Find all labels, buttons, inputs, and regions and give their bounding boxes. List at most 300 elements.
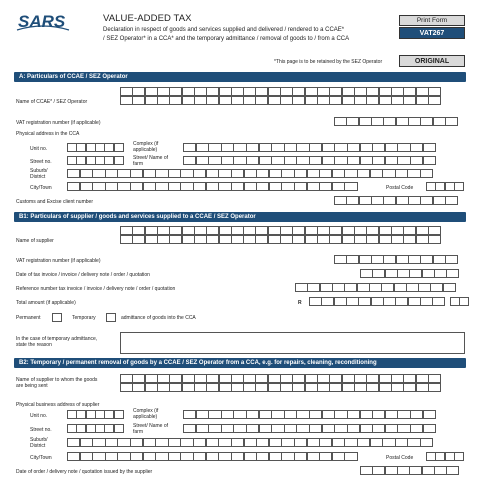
- char-cell[interactable]: [269, 182, 282, 191]
- char-cell[interactable]: [332, 452, 345, 461]
- char-cell[interactable]: [432, 297, 445, 306]
- char-cell[interactable]: [206, 374, 219, 383]
- char-cell[interactable]: [334, 255, 347, 264]
- char-cell[interactable]: [143, 452, 156, 461]
- char-cell[interactable]: [416, 235, 429, 244]
- char-cell[interactable]: [233, 156, 246, 165]
- char-cell[interactable]: [360, 410, 373, 419]
- char-cell[interactable]: [385, 269, 398, 278]
- invoice-date-cells[interactable]: [360, 269, 459, 278]
- invoice-ref-cells[interactable]: [295, 283, 455, 292]
- char-cell[interactable]: [182, 226, 195, 235]
- char-cell[interactable]: [407, 169, 420, 178]
- char-cell[interactable]: [309, 143, 322, 152]
- b2-suburb-cells[interactable]: [67, 438, 433, 447]
- char-cell[interactable]: [454, 182, 464, 191]
- char-cell[interactable]: [416, 96, 429, 105]
- char-cell[interactable]: [180, 182, 193, 191]
- permanent-checkbox[interactable]: [52, 313, 62, 322]
- char-cell[interactable]: [294, 452, 307, 461]
- char-cell[interactable]: [334, 117, 347, 126]
- char-cell[interactable]: [322, 424, 335, 433]
- char-cell[interactable]: [309, 156, 322, 165]
- char-cell[interactable]: [143, 182, 156, 191]
- supplier-vat-cells[interactable]: [334, 255, 457, 264]
- b2-order-date-cells[interactable]: [360, 466, 459, 475]
- char-cell[interactable]: [155, 438, 168, 447]
- char-cell[interactable]: [346, 117, 359, 126]
- char-cell[interactable]: [370, 169, 383, 178]
- char-cell[interactable]: [317, 87, 330, 96]
- char-cell[interactable]: [422, 269, 435, 278]
- char-cell[interactable]: [344, 452, 357, 461]
- char-cell[interactable]: [132, 374, 145, 383]
- supplier-name-row1[interactable]: [120, 226, 440, 235]
- ccae-complex-cells[interactable]: [183, 143, 435, 152]
- char-cell[interactable]: [155, 169, 168, 178]
- char-cell[interactable]: [319, 438, 332, 447]
- char-cell[interactable]: [157, 96, 170, 105]
- char-cell[interactable]: [233, 143, 246, 152]
- char-cell[interactable]: [443, 283, 456, 292]
- char-cell[interactable]: [206, 169, 219, 178]
- char-cell[interactable]: [218, 452, 231, 461]
- ccae-vat-cells[interactable]: [334, 117, 457, 126]
- char-cell[interactable]: [342, 87, 355, 96]
- char-cell[interactable]: [346, 297, 359, 306]
- char-cell[interactable]: [416, 87, 429, 96]
- char-cell[interactable]: [281, 438, 294, 447]
- char-cell[interactable]: [433, 196, 446, 205]
- char-cell[interactable]: [256, 169, 269, 178]
- char-cell[interactable]: [92, 438, 105, 447]
- char-cell[interactable]: [433, 255, 446, 264]
- char-cell[interactable]: [391, 235, 404, 244]
- char-cell[interactable]: [169, 226, 182, 235]
- char-cell[interactable]: [445, 255, 458, 264]
- char-cell[interactable]: [268, 87, 281, 96]
- char-cell[interactable]: [395, 169, 408, 178]
- char-cell[interactable]: [366, 87, 379, 96]
- char-cell[interactable]: [329, 374, 342, 383]
- char-cell[interactable]: [446, 466, 459, 475]
- char-cell[interactable]: [403, 226, 416, 235]
- char-cell[interactable]: [281, 182, 294, 191]
- char-cell[interactable]: [347, 156, 360, 165]
- char-cell[interactable]: [320, 283, 333, 292]
- char-cell[interactable]: [305, 87, 318, 96]
- char-cell[interactable]: [243, 226, 256, 235]
- char-cell[interactable]: [255, 383, 268, 392]
- char-cell[interactable]: [117, 169, 130, 178]
- char-cell[interactable]: [280, 87, 293, 96]
- char-cell[interactable]: [246, 410, 259, 419]
- char-cell[interactable]: [233, 410, 246, 419]
- char-cell[interactable]: [391, 383, 404, 392]
- char-cell[interactable]: [180, 169, 193, 178]
- char-cell[interactable]: [155, 182, 168, 191]
- char-cell[interactable]: [120, 87, 133, 96]
- char-cell[interactable]: [366, 226, 379, 235]
- char-cell[interactable]: [208, 156, 221, 165]
- char-cell[interactable]: [410, 156, 423, 165]
- char-cell[interactable]: [319, 452, 332, 461]
- char-cell[interactable]: [307, 169, 320, 178]
- char-cell[interactable]: [372, 424, 385, 433]
- char-cell[interactable]: [346, 196, 359, 205]
- char-cell[interactable]: [322, 143, 335, 152]
- char-cell[interactable]: [322, 410, 335, 419]
- char-cell[interactable]: [256, 438, 269, 447]
- char-cell[interactable]: [360, 269, 373, 278]
- char-cell[interactable]: [292, 96, 305, 105]
- char-cell[interactable]: [296, 156, 309, 165]
- char-cell[interactable]: [332, 283, 345, 292]
- char-cell[interactable]: [221, 410, 234, 419]
- char-cell[interactable]: [416, 226, 429, 235]
- char-cell[interactable]: [194, 374, 207, 383]
- char-cell[interactable]: [92, 169, 105, 178]
- char-cell[interactable]: [231, 182, 244, 191]
- char-cell[interactable]: [219, 87, 232, 96]
- char-cell[interactable]: [342, 374, 355, 383]
- char-cell[interactable]: [360, 143, 373, 152]
- char-cell[interactable]: [120, 374, 133, 383]
- char-cell[interactable]: [105, 169, 118, 178]
- b2-unit-cells[interactable]: [67, 410, 123, 419]
- char-cell[interactable]: [409, 466, 422, 475]
- char-cell[interactable]: [309, 410, 322, 419]
- char-cell[interactable]: [219, 96, 232, 105]
- char-cell[interactable]: [243, 235, 256, 244]
- char-cell[interactable]: [395, 297, 408, 306]
- char-cell[interactable]: [145, 235, 158, 244]
- char-cell[interactable]: [344, 169, 357, 178]
- char-cell[interactable]: [206, 438, 219, 447]
- char-cell[interactable]: [309, 424, 322, 433]
- char-cell[interactable]: [157, 374, 170, 383]
- char-cell[interactable]: [395, 438, 408, 447]
- char-cell[interactable]: [120, 383, 133, 392]
- char-cell[interactable]: [391, 374, 404, 383]
- char-cell[interactable]: [418, 283, 431, 292]
- char-cell[interactable]: [305, 383, 318, 392]
- char-cell[interactable]: [445, 196, 458, 205]
- char-cell[interactable]: [420, 297, 433, 306]
- char-cell[interactable]: [169, 383, 182, 392]
- char-cell[interactable]: [255, 87, 268, 96]
- char-cell[interactable]: [231, 235, 244, 244]
- char-cell[interactable]: [268, 96, 281, 105]
- char-cell[interactable]: [406, 283, 419, 292]
- char-cell[interactable]: [366, 383, 379, 392]
- char-cell[interactable]: [105, 438, 118, 447]
- char-cell[interactable]: [284, 410, 297, 419]
- char-cell[interactable]: [305, 235, 318, 244]
- char-cell[interactable]: [284, 143, 297, 152]
- char-cell[interactable]: [317, 383, 330, 392]
- char-cell[interactable]: [132, 96, 145, 105]
- char-cell[interactable]: [219, 383, 232, 392]
- char-cell[interactable]: [193, 438, 206, 447]
- char-cell[interactable]: [269, 452, 282, 461]
- char-cell[interactable]: [132, 226, 145, 235]
- ccae-street-name-cells[interactable]: [183, 156, 435, 165]
- char-cell[interactable]: [259, 156, 272, 165]
- char-cell[interactable]: [357, 438, 370, 447]
- char-cell[interactable]: [391, 87, 404, 96]
- char-cell[interactable]: [244, 438, 257, 447]
- char-cell[interactable]: [371, 117, 384, 126]
- char-cell[interactable]: [307, 438, 320, 447]
- char-cell[interactable]: [366, 96, 379, 105]
- char-cell[interactable]: [292, 374, 305, 383]
- char-cell[interactable]: [194, 96, 207, 105]
- char-cell[interactable]: [370, 438, 383, 447]
- char-cell[interactable]: [294, 438, 307, 447]
- char-cell[interactable]: [294, 169, 307, 178]
- char-cell[interactable]: [292, 226, 305, 235]
- char-cell[interactable]: [428, 96, 441, 105]
- char-cell[interactable]: [130, 182, 143, 191]
- char-cell[interactable]: [334, 424, 347, 433]
- char-cell[interactable]: [360, 424, 373, 433]
- char-cell[interactable]: [445, 117, 458, 126]
- char-cell[interactable]: [371, 255, 384, 264]
- char-cell[interactable]: [284, 424, 297, 433]
- char-cell[interactable]: [157, 87, 170, 96]
- char-cell[interactable]: [280, 383, 293, 392]
- char-cell[interactable]: [410, 143, 423, 152]
- char-cell[interactable]: [120, 235, 133, 244]
- char-cell[interactable]: [281, 169, 294, 178]
- char-cell[interactable]: [396, 117, 409, 126]
- char-cell[interactable]: [420, 196, 433, 205]
- char-cell[interactable]: [233, 424, 246, 433]
- char-cell[interactable]: [194, 226, 207, 235]
- char-cell[interactable]: [434, 269, 447, 278]
- char-cell[interactable]: [218, 169, 231, 178]
- char-cell[interactable]: [269, 438, 282, 447]
- char-cell[interactable]: [423, 424, 436, 433]
- char-cell[interactable]: [281, 452, 294, 461]
- char-cell[interactable]: [423, 156, 436, 165]
- char-cell[interactable]: [196, 410, 209, 419]
- char-cell[interactable]: [420, 117, 433, 126]
- b2-supplier-row2[interactable]: [120, 383, 440, 392]
- char-cell[interactable]: [334, 156, 347, 165]
- char-cell[interactable]: [132, 235, 145, 244]
- char-cell[interactable]: [67, 169, 80, 178]
- char-cell[interactable]: [120, 226, 133, 235]
- char-cell[interactable]: [243, 96, 256, 105]
- char-cell[interactable]: [255, 235, 268, 244]
- char-cell[interactable]: [403, 374, 416, 383]
- char-cell[interactable]: [196, 424, 209, 433]
- char-cell[interactable]: [114, 410, 124, 419]
- char-cell[interactable]: [206, 226, 219, 235]
- char-cell[interactable]: [354, 87, 367, 96]
- char-cell[interactable]: [410, 424, 423, 433]
- char-cell[interactable]: [394, 283, 407, 292]
- char-cell[interactable]: [243, 87, 256, 96]
- char-cell[interactable]: [430, 283, 443, 292]
- char-cell[interactable]: [397, 410, 410, 419]
- char-cell[interactable]: [342, 383, 355, 392]
- char-cell[interactable]: [397, 269, 410, 278]
- char-cell[interactable]: [433, 117, 446, 126]
- char-cell[interactable]: [67, 452, 80, 461]
- char-cell[interactable]: [130, 169, 143, 178]
- char-cell[interactable]: [334, 410, 347, 419]
- char-cell[interactable]: [407, 438, 420, 447]
- print-form-button[interactable]: Print Form: [399, 15, 465, 26]
- char-cell[interactable]: [459, 297, 469, 306]
- char-cell[interactable]: [182, 87, 195, 96]
- ccae-suburb-cells[interactable]: [67, 169, 433, 178]
- char-cell[interactable]: [403, 87, 416, 96]
- char-cell[interactable]: [80, 169, 93, 178]
- char-cell[interactable]: [319, 182, 332, 191]
- char-cell[interactable]: [193, 169, 206, 178]
- char-cell[interactable]: [120, 96, 133, 105]
- char-cell[interactable]: [145, 383, 158, 392]
- char-cell[interactable]: [423, 410, 436, 419]
- char-cell[interactable]: [194, 87, 207, 96]
- char-cell[interactable]: [372, 410, 385, 419]
- char-cell[interactable]: [145, 226, 158, 235]
- char-cell[interactable]: [80, 452, 93, 461]
- char-cell[interactable]: [80, 182, 93, 191]
- char-cell[interactable]: [231, 383, 244, 392]
- char-cell[interactable]: [403, 383, 416, 392]
- char-cell[interactable]: [366, 235, 379, 244]
- char-cell[interactable]: [334, 143, 347, 152]
- char-cell[interactable]: [193, 182, 206, 191]
- char-cell[interactable]: [182, 235, 195, 244]
- char-cell[interactable]: [354, 235, 367, 244]
- char-cell[interactable]: [255, 226, 268, 235]
- char-cell[interactable]: [360, 156, 373, 165]
- char-cell[interactable]: [416, 383, 429, 392]
- char-cell[interactable]: [246, 143, 259, 152]
- char-cell[interactable]: [246, 156, 259, 165]
- char-cell[interactable]: [379, 383, 392, 392]
- char-cell[interactable]: [206, 96, 219, 105]
- b2-supplier-row1[interactable]: [120, 374, 440, 383]
- char-cell[interactable]: [67, 182, 80, 191]
- char-cell[interactable]: [359, 117, 372, 126]
- char-cell[interactable]: [371, 297, 384, 306]
- char-cell[interactable]: [307, 452, 320, 461]
- char-cell[interactable]: [221, 424, 234, 433]
- char-cell[interactable]: [117, 438, 130, 447]
- char-cell[interactable]: [180, 452, 193, 461]
- char-cell[interactable]: [344, 438, 357, 447]
- char-cell[interactable]: [295, 283, 308, 292]
- char-cell[interactable]: [243, 374, 256, 383]
- char-cell[interactable]: [342, 226, 355, 235]
- char-cell[interactable]: [231, 438, 244, 447]
- char-cell[interactable]: [280, 374, 293, 383]
- char-cell[interactable]: [379, 235, 392, 244]
- char-cell[interactable]: [371, 196, 384, 205]
- char-cell[interactable]: [385, 156, 398, 165]
- char-cell[interactable]: [403, 96, 416, 105]
- char-cell[interactable]: [271, 143, 284, 152]
- char-cell[interactable]: [168, 438, 181, 447]
- char-cell[interactable]: [243, 383, 256, 392]
- char-cell[interactable]: [372, 466, 385, 475]
- char-cell[interactable]: [114, 424, 124, 433]
- char-cell[interactable]: [385, 466, 398, 475]
- char-cell[interactable]: [168, 452, 181, 461]
- char-cell[interactable]: [105, 182, 118, 191]
- char-cell[interactable]: [244, 452, 257, 461]
- char-cell[interactable]: [130, 438, 143, 447]
- char-cell[interactable]: [379, 374, 392, 383]
- char-cell[interactable]: [280, 226, 293, 235]
- char-cell[interactable]: [347, 410, 360, 419]
- char-cell[interactable]: [317, 96, 330, 105]
- char-cell[interactable]: [428, 226, 441, 235]
- char-cell[interactable]: [168, 182, 181, 191]
- char-cell[interactable]: [372, 143, 385, 152]
- char-cell[interactable]: [344, 182, 357, 191]
- char-cell[interactable]: [307, 283, 320, 292]
- char-cell[interactable]: [420, 438, 433, 447]
- char-cell[interactable]: [396, 196, 409, 205]
- char-cell[interactable]: [307, 182, 320, 191]
- char-cell[interactable]: [194, 235, 207, 244]
- char-cell[interactable]: [391, 226, 404, 235]
- char-cell[interactable]: [92, 182, 105, 191]
- char-cell[interactable]: [268, 226, 281, 235]
- char-cell[interactable]: [309, 297, 322, 306]
- char-cell[interactable]: [231, 226, 244, 235]
- char-cell[interactable]: [334, 297, 347, 306]
- char-cell[interactable]: [231, 96, 244, 105]
- char-cell[interactable]: [221, 143, 234, 152]
- char-cell[interactable]: [284, 156, 297, 165]
- char-cell[interactable]: [132, 383, 145, 392]
- char-cell[interactable]: [296, 410, 309, 419]
- char-cell[interactable]: [329, 87, 342, 96]
- char-cell[interactable]: [354, 96, 367, 105]
- char-cell[interactable]: [360, 466, 373, 475]
- char-cell[interactable]: [221, 156, 234, 165]
- supplier-name-row2[interactable]: [120, 235, 440, 244]
- char-cell[interactable]: [208, 424, 221, 433]
- char-cell[interactable]: [416, 374, 429, 383]
- char-cell[interactable]: [114, 156, 124, 165]
- char-cell[interactable]: [180, 438, 193, 447]
- ccae-street-cells[interactable]: [67, 156, 123, 165]
- char-cell[interactable]: [193, 452, 206, 461]
- char-cell[interactable]: [397, 424, 410, 433]
- char-cell[interactable]: [383, 117, 396, 126]
- char-cell[interactable]: [385, 410, 398, 419]
- char-cell[interactable]: [334, 196, 347, 205]
- temporary-checkbox[interactable]: [106, 313, 116, 322]
- char-cell[interactable]: [231, 452, 244, 461]
- char-cell[interactable]: [280, 96, 293, 105]
- char-cell[interactable]: [169, 235, 182, 244]
- char-cell[interactable]: [317, 235, 330, 244]
- char-cell[interactable]: [268, 235, 281, 244]
- char-cell[interactable]: [383, 297, 396, 306]
- char-cell[interactable]: [321, 297, 334, 306]
